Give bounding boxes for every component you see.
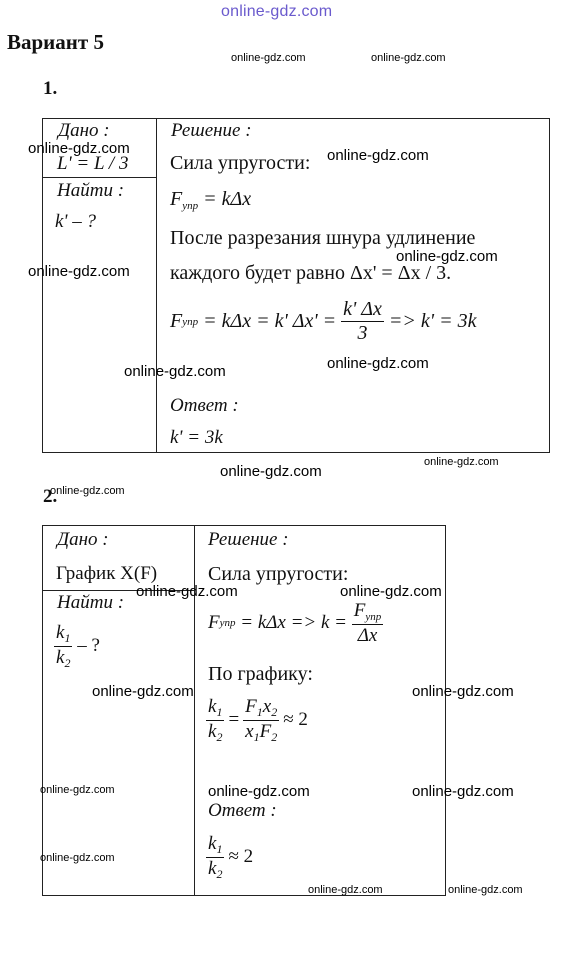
given-label: Дано : — [58, 120, 110, 141]
table-divider — [156, 118, 157, 453]
table-divider — [42, 177, 156, 178]
given-label: Дано : — [57, 529, 109, 550]
watermark: online-gdz.com — [92, 683, 194, 700]
watermark: online-gdz.com — [308, 884, 383, 896]
solution-label: Решение : — [171, 120, 252, 141]
watermark: online-gdz.com — [412, 683, 514, 700]
solution-line: По графику: — [208, 663, 313, 685]
watermark: online-gdz.com — [136, 583, 238, 600]
find-value: k' – ? — [55, 211, 96, 232]
watermark: online-gdz.com — [327, 147, 429, 164]
solution-line: Сила упругости: — [170, 152, 311, 174]
watermark: online-gdz.com — [412, 783, 514, 800]
problem-2-number: 2. — [43, 486, 58, 507]
answer-label: Ответ : — [170, 395, 239, 416]
formula-line: $F_{упр} = k\Delta x$ — [170, 188, 252, 212]
watermark: online-gdz.com — [50, 485, 125, 497]
watermark: online-gdz.com — [124, 363, 226, 380]
answer-label: Ответ : — [208, 800, 277, 821]
watermark: online-gdz.com — [40, 784, 115, 796]
table-divider — [194, 525, 195, 896]
watermark: online-gdz.com — [327, 355, 429, 372]
problem-1-number: 1. — [43, 78, 58, 99]
watermark: online-gdz.com — [208, 783, 310, 800]
solution-line: После разрезания шнура удлинение — [170, 227, 476, 249]
formula-line: F упр = kΔx => k = $\frac{F_{упр}}{\Delta x}$ — [208, 600, 382, 646]
page-title: Вариант 5 — [7, 30, 104, 54]
watermark: online-gdz.com — [231, 52, 306, 64]
watermark: online-gdz.com — [340, 583, 442, 600]
find-label: Найти : — [57, 180, 125, 201]
given-value: График X(F) — [56, 563, 158, 584]
find-label: Найти : — [57, 592, 125, 613]
watermark: online-gdz.com — [424, 456, 499, 468]
answer-value: k' = 3k — [170, 427, 223, 448]
watermark: online-gdz.com — [371, 52, 446, 64]
formula-line: F упр = kΔx = k' Δx' = $\frac{k' \Delta x}{3}$ => k' = 3k — [170, 298, 477, 344]
watermark: online-gdz.com — [220, 463, 322, 480]
formula-line: $\frac{k_1}{k_2}$ = $\frac{F_1x_2}{x_1F_2}$ ≈ 2 — [208, 696, 308, 744]
solution-label: Решение : — [208, 529, 289, 550]
find-value: $\frac{k_1}{k_2}$ – ? — [56, 622, 100, 670]
watermark-top: online-gdz.com — [221, 3, 333, 20]
watermark: online-gdz.com — [28, 140, 130, 157]
watermark: online-gdz.com — [396, 248, 498, 265]
watermark: online-gdz.com — [28, 263, 130, 280]
answer-value: $\frac{k_1}{k_2}$ ≈ 2 — [208, 833, 254, 881]
watermark: online-gdz.com — [448, 884, 523, 896]
given-value: L' = L / 3 — [57, 153, 129, 174]
watermark: online-gdz.com — [40, 852, 115, 864]
solution-line: Сила упругости: — [208, 563, 349, 585]
solution-line: каждого будет равно Δx' = Δx / 3. — [170, 262, 452, 284]
